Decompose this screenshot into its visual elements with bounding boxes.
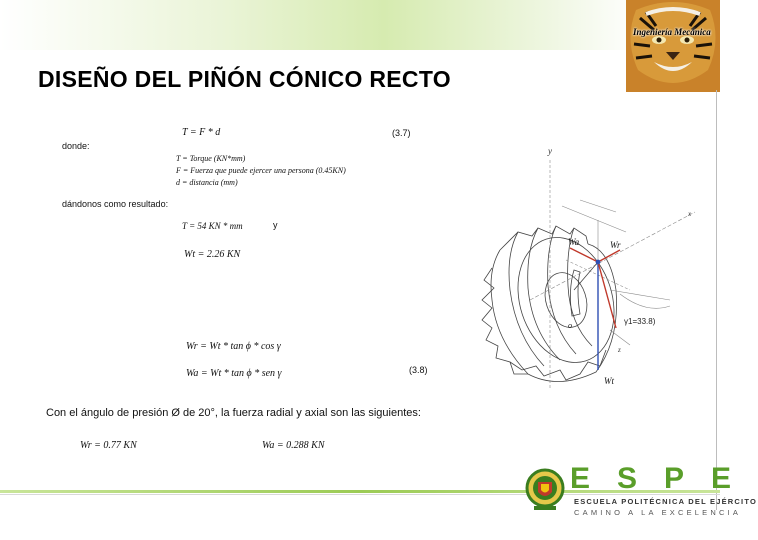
institution-motto: CAMINO A LA EXCELENCIA	[574, 508, 742, 517]
gear-teeth	[482, 225, 630, 382]
final-axial-force: Wa = 0.288 KN	[262, 440, 325, 451]
header-band	[0, 0, 640, 50]
force-wt-label: Wt	[604, 376, 614, 386]
bevel-gear-force-diagram	[470, 140, 720, 410]
equation-torque: T = F * d	[182, 127, 221, 138]
tiger-logo	[626, 0, 720, 92]
pitch-angle-label: γ1=33.8)	[624, 317, 656, 326]
equation-number-3-8: (3.8)	[409, 365, 428, 375]
axis-z-label: z	[618, 346, 621, 354]
result-label: dándonos como resultado:	[62, 199, 169, 209]
definition-distance: d = distancia (mm)	[176, 178, 238, 187]
force-wr-label: Wr	[610, 240, 621, 250]
force-wa-label: Wa	[568, 237, 580, 247]
definition-torque: T = Torque (KN*mm)	[176, 154, 246, 163]
origin-label: o	[568, 321, 572, 330]
equation-axial-force: Wa = Wt * tan ϕ * sen γ	[186, 368, 282, 379]
donde-label: donde:	[62, 141, 90, 151]
pressure-angle-text: Con el ángulo de presión Ø de 20°, la fuerza radial y axial son las siguientes:	[46, 407, 421, 419]
axis-y-label: y	[548, 146, 552, 156]
equation-radial-force: Wr = Wt * tan ϕ * cos γ	[186, 341, 281, 352]
slide-title: DISEÑO DEL PIÑÓN CÓNICO RECTO	[38, 66, 451, 92]
institution-name: ESCUELA POLITÉCNICA DEL EJÉRCITO	[574, 497, 758, 506]
equation-number-3-7: (3.7)	[392, 128, 411, 138]
force-vectors	[570, 248, 620, 370]
z-axis-tick	[610, 330, 630, 345]
definition-force: F = Fuerza que puede ejercer una persona (0.45KN)	[176, 166, 346, 175]
result-y: y	[273, 220, 278, 230]
final-radial-force: Wr = 0.77 KN	[80, 440, 137, 451]
espe-wordmark: ESPE	[570, 462, 758, 495]
axis-x-label: x	[688, 210, 692, 218]
brand-label: Ingeniería Mecánica	[633, 27, 711, 37]
espe-crest-logo	[524, 466, 566, 514]
result-tangential-force: Wt = 2.26 KN	[184, 249, 241, 260]
result-torque: T = 54 KN * mm	[182, 221, 243, 231]
